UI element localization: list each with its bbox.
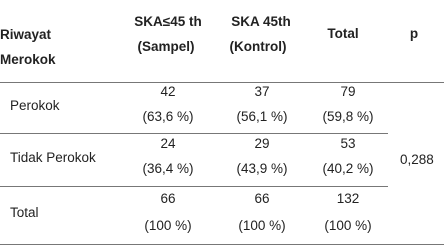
cell-tidak-sampel-pct: (36,4 %) <box>142 161 194 176</box>
cell-tidak-total-pct: (40,2 %) <box>322 161 374 176</box>
header-total: Total <box>327 26 359 41</box>
cell-total-total-pct: (100 %) <box>324 218 372 233</box>
cell-tidak-kontrol-n: 29 <box>254 136 270 151</box>
header-ska-kontrol: SKA 45th <box>231 14 291 29</box>
header-riwayat: Riwayat <box>0 27 52 42</box>
header-merokok: Merokok <box>0 52 56 67</box>
cell-tidak-kontrol-pct: (43,9 %) <box>236 161 288 176</box>
header-ska-sampel: SKA≤45 th <box>134 14 202 29</box>
row-label-tidak-perokok: Tidak Perokok <box>10 150 96 165</box>
table-bottom-rule <box>0 244 444 245</box>
header-p: p <box>409 26 419 41</box>
cell-tidak-sampel-n: 24 <box>160 136 176 151</box>
cell-total-kontrol-n: 66 <box>254 191 270 206</box>
cell-tidak-total-n: 53 <box>340 136 356 151</box>
header-kontrol: (Kontrol) <box>229 39 287 54</box>
cell-perokok-total-n: 79 <box>340 84 356 99</box>
cell-total-kontrol-pct: (100 %) <box>238 218 286 233</box>
cell-total-sampel-n: 66 <box>160 191 176 206</box>
cell-total-sampel-pct: (100 %) <box>144 218 192 233</box>
row-label-perokok: Perokok <box>10 98 60 113</box>
cell-perokok-total-pct: (59,8 %) <box>322 109 374 124</box>
row-divider <box>0 133 388 134</box>
header-divider <box>0 82 444 83</box>
cell-perokok-kontrol-n: 37 <box>254 84 270 99</box>
p-value: 0,288 <box>400 152 434 167</box>
row-divider <box>0 186 388 187</box>
header-sampel: (Sampel) <box>137 39 195 54</box>
cell-perokok-sampel-n: 42 <box>160 84 176 99</box>
cell-perokok-kontrol-pct: (56,1 %) <box>236 109 288 124</box>
cell-perokok-sampel-pct: (63,6 %) <box>142 109 194 124</box>
row-label-total: Total <box>10 205 39 220</box>
cell-total-total-n: 132 <box>336 191 360 206</box>
